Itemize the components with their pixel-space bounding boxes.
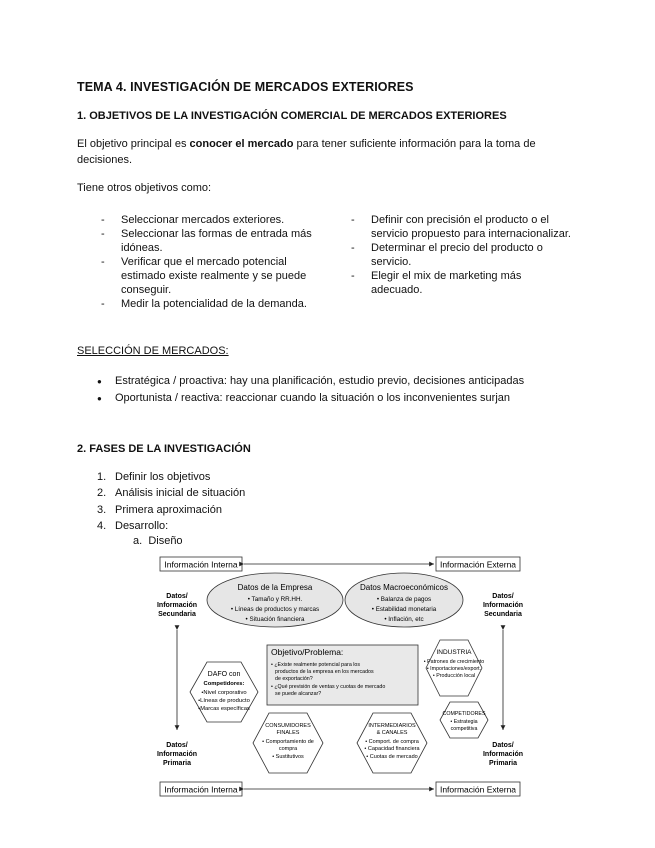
dafo-subtitle: Competidores: [203,681,245,687]
company-data-item: • Tamaño y RR.HH. [247,596,303,603]
objectives-right-list [351,213,591,297]
section-1-heading: 1. OBJETIVOS DE LA INVESTIGACIÓN COMERCIAL DE MERCADOS EXTERIORES [77,110,507,122]
intermediaries-item: • Cuotas de mercado [366,754,418,760]
company-data-item: • Situación financiera [245,616,305,623]
list-item: - Medir la potencialidad de la demanda. [101,298,307,310]
macro-data-item: • Estabilidad monetaria [371,606,437,613]
industry-item: • Patrones de crecimiento [423,659,485,665]
phases-list [97,469,245,534]
bottom-left-info-label: Información Interna [164,784,238,795]
list-item: - Determinar el precio del producto o servicio. [351,242,543,268]
right-secondary-label-3: Secundaria [484,611,522,618]
list-item: ● Oportunista / reactiva: reaccionar cuando la situación o los inconvenientes surjan [97,390,524,407]
consumers-item: compra [278,746,298,752]
right-secondary-label-1: Datos/ [492,593,514,600]
objective-line: • ¿Existe realmente potencial para los [271,662,361,668]
consumers-item: • Sustitutivos [272,754,304,760]
objectives-left-list [101,213,331,311]
macro-data-item: • Balanza de pagos [376,596,432,603]
page-title: TEMA 4. INVESTIGACIÓN DE MERCADOS EXTERIORES [77,80,414,94]
objective-title: Objetivo/Problema: [271,647,344,657]
list-item: - Seleccionar mercados exteriores. [101,214,285,226]
list-item: - Elegir el mix de marketing más adecuado. [351,270,522,296]
list-item: - Verificar que el mercado potencial estimado existe realmente y se puede conseguir. [101,256,307,296]
company-data-item: • Líneas de productos y marcas [230,606,320,613]
competitors-item: competitiva [450,726,478,732]
list-item: - Definir con precisión el producto o el servicio propuesto para internacionalizar. [351,214,571,240]
right-secondary-label-2: Información [482,602,524,609]
consumers-title: FINALES [276,730,300,736]
list-item: 2. Análisis inicial de situación [97,487,246,500]
intermediaries-item: • Comport. de compra [365,739,419,745]
selection-heading: SELECCIÓN DE MERCADOS: [77,345,229,357]
research-design-diagram [140,550,530,800]
main-objective-paragraph: El objetivo principal es conocer el mercado para tener suficiente información para la toma de decisiones. [77,138,536,166]
objective-line: se puede alcanzar? [275,691,322,697]
objective-line: de exportación? [275,676,313,682]
left-primary-label-3: Primaria [162,760,192,767]
intermediaries-item: • Capacidad financiera [364,746,420,752]
list-item: 1. Definir los objetivos [97,471,211,483]
list-item: - Seleccionar las formas de entrada más idóneas. [101,228,312,254]
competitors-title: COMPETIDORES [442,711,486,717]
bottom-right-info-label: Información Externa [439,784,517,795]
left-primary-label-2: Información [156,751,198,758]
list-item: 3. Primera aproximación [97,503,222,516]
dafo-item: •Nivel corporativo [201,690,247,696]
consumers-item: • Comportamiento de [262,739,314,745]
industry-item: • Importaciones/export. [426,666,482,672]
left-primary-label-1: Datos/ [166,742,188,749]
left-secondary-label-2: Información [156,602,198,609]
section-2-heading: 2. FASES DE LA INVESTIGACIÓN [77,443,251,455]
left-secondary-label-3: Secundaria [158,611,196,618]
right-primary-label-2: Información [482,751,524,758]
macro-data-title: Datos Macroeconómicos [359,583,449,592]
dafo-item: •Marcas específicas [198,706,250,712]
industry-title: INDUSTRIA [436,649,472,656]
objective-line: productos de la empresa en los mercados [275,669,374,675]
intermediaries-title: & CANALES [376,730,408,736]
left-secondary-label-1: Datos/ [166,593,188,600]
company-data-title: Datos de la Empresa [237,583,313,592]
industry-item: • Producción local [432,673,476,679]
top-left-info-label: Información Interna [164,559,238,570]
right-primary-label-1: Datos/ [492,742,514,749]
list-item: ● Estratégica / proactiva: hay una planificación, estudio previo, decisiones anticipadas [97,373,524,390]
intermediaries-title: INTERMEDIARIOS [368,723,416,729]
other-objectives-intro: Tiene otros objetivos como: [77,182,212,194]
top-right-info-label: Información Externa [439,559,517,570]
objective-line: • ¿Qué previsión de ventas y cuotas de mercado [271,684,386,690]
list-item: 4. Desarrollo: [97,519,169,532]
right-primary-label-3: Primaria [488,760,518,767]
selection-list [97,373,524,407]
dafo-title: DAFO con [207,671,241,678]
macro-data-item: • Inflación, etc [384,616,424,623]
competitors-item: • Estrategia [450,719,478,725]
consumers-title: CONSUMIDORES [265,723,311,729]
substep-design: a. Diseño [133,535,183,547]
dafo-item: •Líneas de producto [198,698,250,704]
